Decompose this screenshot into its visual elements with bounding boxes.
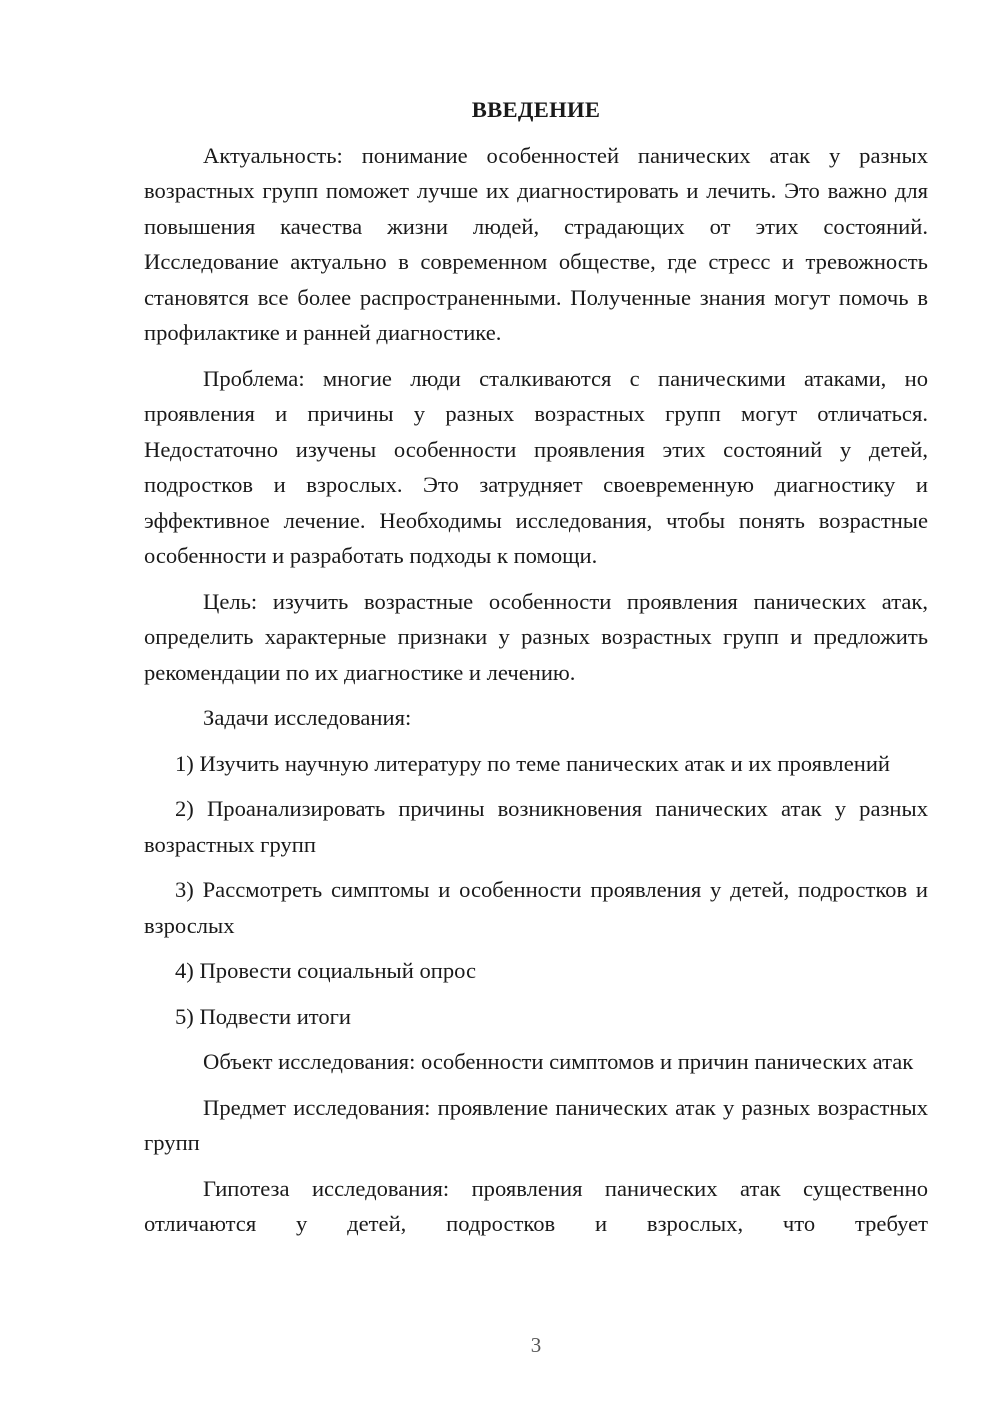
section-title: ВВЕДЕНИЕ — [471, 97, 601, 122]
paragraph-hypothesis: Гипотеза исследования: проявления панических атак существенно отличаются у детей, подростков и взрослых, что требует — [144, 1175, 928, 1236]
task-item-2: 2) Проанализировать причины возникновения панических атак у разных возрастных групп — [144, 796, 928, 857]
task-item-3: 3) Рассмотреть симптомы и особенности проявления у детей, подростков и взрослых — [144, 877, 928, 938]
page-body — [144, 92, 928, 1242]
tasks-heading: Задачи исследования: — [203, 705, 412, 730]
task-item-1: 1) Изучить научную литературу по теме панических атак и их проявлений — [175, 750, 891, 776]
task-item-5: 5) Подвести итоги — [175, 1003, 352, 1029]
paragraph-relevance: Актуальность: понимание особенностей панических атак у разных возрастных групп поможет лучше их диагностировать и лечить. Это важно для повышения качества жизни людей, страдающих от этих состояний. Исследование актуально в современном обществе, где стресс и тревожность становятся все более распространенными. Полученные знания могут помочь в профилактике и ранней диагностике. — [144, 142, 928, 345]
paragraph-object: Объект исследования: особенности симптомов и причин панических атак — [203, 1049, 914, 1074]
paragraph-subject: Предмет исследования: проявление панических атак у разных возрастных групп — [144, 1094, 928, 1155]
paragraph-goal: Цель: изучить возрастные особенности проявления панических атак, определить характерные признаки у разных возрастных групп и предложить рекомендации по их диагностике и лечению. — [144, 588, 928, 685]
page-number: 3 — [530, 1333, 542, 1357]
paragraph-problem: Проблема: многие люди сталкиваются с паническими атаками, но проявления и причины у разных возрастных групп могут отличаться. Недостаточно изучены особенности проявления этих состояний у детей, подростков и взрослых. Это затрудняет своевременную диагностику и эффективное лечение. Необходимы исследования, чтобы понять возрастные особенности и разработать подходы к помощи. — [144, 365, 928, 568]
task-item-4: 4) Провести социальный опрос — [175, 958, 477, 983]
